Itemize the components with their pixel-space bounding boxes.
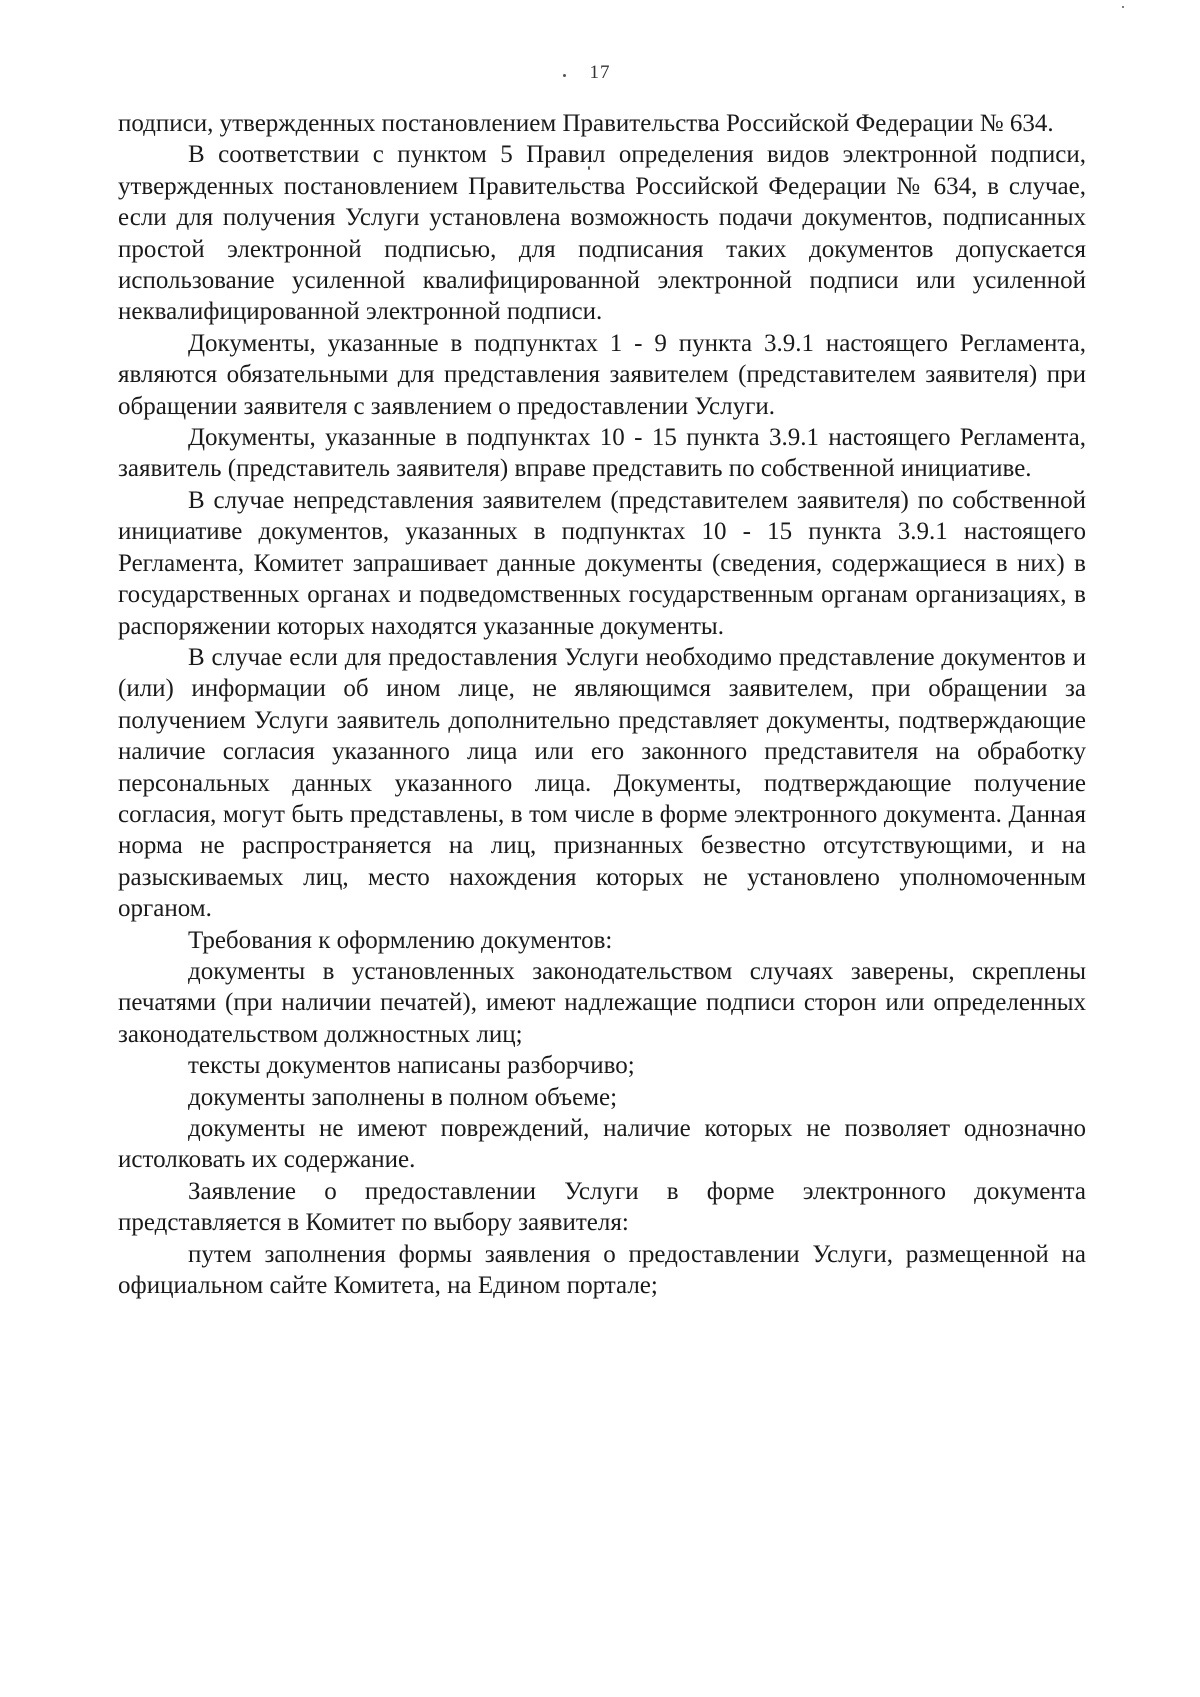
paragraph: В случае если для предоставления Услуги необходимо представление документов и (или) информации об ином лице, не являющимся заявителем, при обращении за получением Услуги заявитель дополнительно представляет документы, подтверждающие наличие согласия указанного лица или его законного представителя на обработку персональных данных указанного лица. Документы, подтверждающие получение согласия, могут быть представлены, в том числе в форме электронного документа. Данная норма не распространяется на лиц, признанных безвестно отсутствующими, и на разыскиваемых лиц, место нахождения которых не установлено уполномоченным органом. [118,643,1086,923]
paragraph: Документы, указанные в подпунктах 1 - 9 пункта 3.9.1 настоящего Регламента, являются обязательными для представления заявителем (представителем заявителя) при обращении заявителя с заявлением о предоставлении Услуги. [118,329,1086,420]
list-item: путем заполнения формы заявления о предоставлении Услуги, размещенной на официальном сайте Комитета, на Едином портале; [118,1240,1086,1300]
paragraph: В соответствии с пунктом 5 Правил определения видов электронной подписи, утвержденных постановлением Правительства Российской Федерации № 634, в случае, если для получения Услуги установлена возможность подачи документов, подписанных простой электронной подписью, для подписания таких документов допускается использование усиленной квалифицированной электронной подписи или усиленной неквалифицированной электронной подписи. [118,141,1086,326]
paragraph: Требования к оформлению документов: [188,926,613,954]
paragraph: В случае непредставления заявителем (представителем заявителя) по собственной инициативе документов, указанных в подпунктах 10 - 15 пункта 3.9.1 настоящего Регламента, Комитет запрашивает данные документы (сведения, содержащиеся в них) в государственных органах и подведомственных государственным органам организациях, в распоряжении которых находятся указанные документы. [118,486,1086,640]
list-item: документы в установленных законодательством случаях заверены, скреплены печатями (при наличии печатей), имеют надлежащие подписи сторон или определенных законодательством должностных лиц; [118,957,1086,1048]
paragraph: Заявление о предоставлении Услуги в форме электронного документа представляется в Комитет по выбору заявителя: [118,1177,1086,1237]
list-item: документы не имеют повреждений, наличие которых не позволяет однозначно истолковать их содержание. [118,1115,1086,1174]
page-number: 17 [589,62,611,83]
scan-speck [563,74,566,77]
list-item: документы заполнены в полном объеме; [188,1083,618,1111]
document-body [118,108,1086,1301]
paragraph: Документы, указанные в подпунктах 10 - 15 пункта 3.9.1 настоящего Регламента, заявитель (представитель заявителя) вправе представить по собственной инициативе. [118,424,1086,483]
scan-speck [1122,6,1124,8]
list-item: тексты документов написаны разборчиво; [188,1052,635,1080]
paragraph: подписи, утвержденных постановлением Правительства Российской Федерации № 634. [118,110,1054,137]
